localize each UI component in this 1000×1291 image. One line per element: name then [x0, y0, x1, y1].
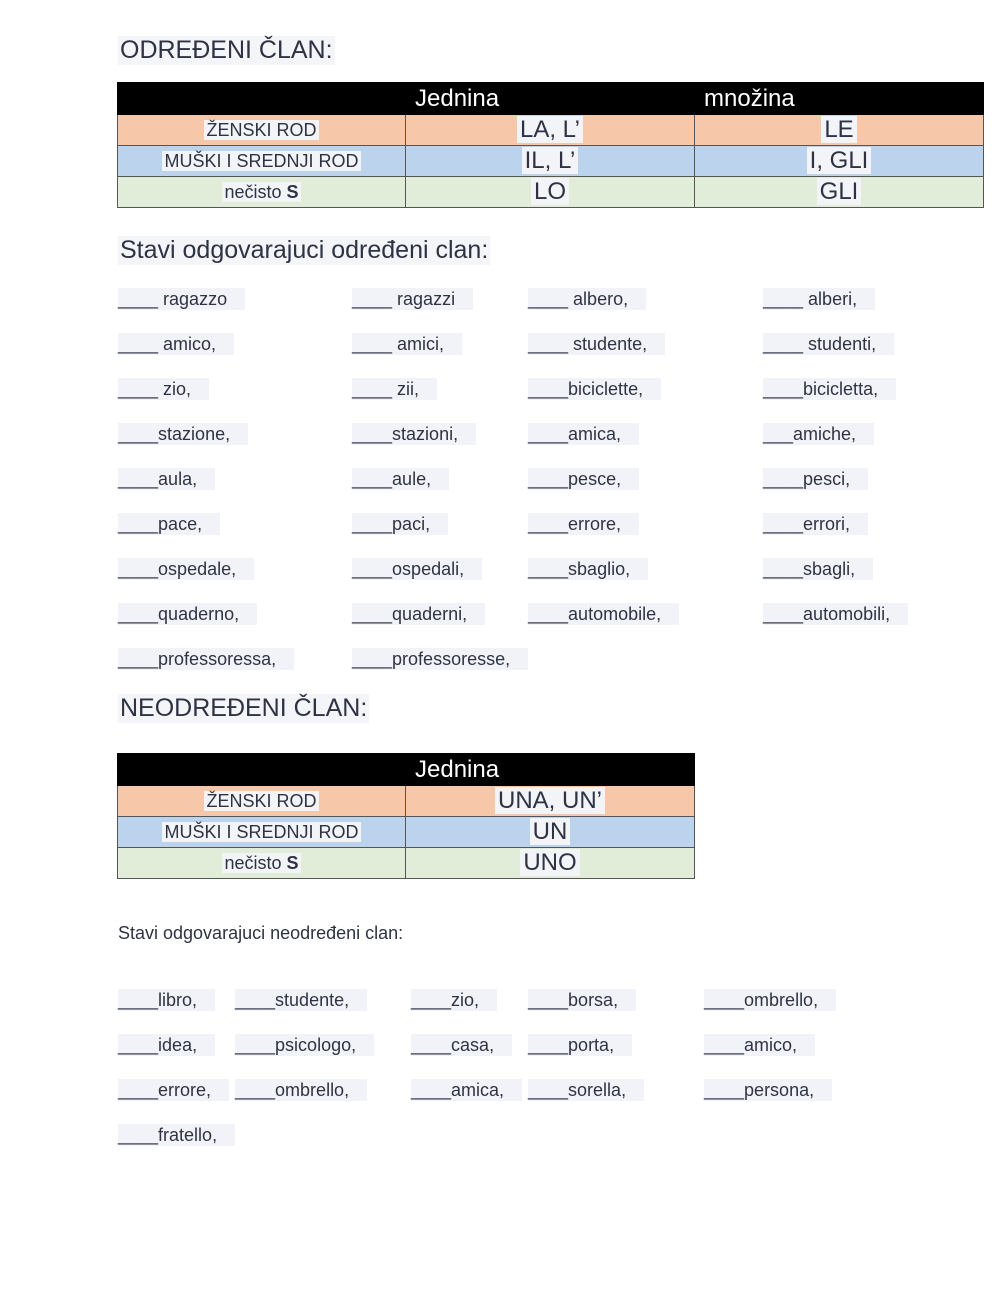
plural-value: GLI [817, 178, 862, 205]
plural-cell [695, 146, 984, 177]
exercise-item: ____amico, [704, 1034, 815, 1056]
header-blank-cell [118, 754, 406, 786]
header-plural: množina [695, 83, 984, 115]
singular-cell [406, 817, 695, 848]
exercise-item: ____stazione, [118, 423, 248, 445]
exercise-item: ____ospedale, [118, 558, 254, 580]
exercise-item: ____ amico, [118, 333, 234, 355]
exercise-item: ____ospedali, [352, 558, 482, 580]
definite-instruction: Stavi odgovarajuci određeni clan: [120, 236, 489, 264]
singular-value: IL, L’ [522, 147, 579, 174]
table-header-row [118, 754, 695, 786]
exercise-item: ____professoressa, [118, 648, 294, 670]
exercise-item: ____errore, [118, 1079, 229, 1101]
exercise-item: ____professoresse, [352, 648, 528, 670]
exercise-row [0, 1034, 1000, 1058]
header-singular: Jednina [406, 83, 695, 115]
exercise-item: ____ studenti, [763, 333, 894, 355]
singular-value: LA, L’ [517, 116, 583, 143]
exercise-row [0, 423, 1000, 447]
row-label: MUŠKI I SREDNJI ROD [164, 821, 359, 842]
definite-heading: ODREĐENI ČLAN: [120, 36, 333, 64]
exercise-item: ____stazioni, [352, 423, 476, 445]
row-label: MUŠKI I SREDNJI ROD [164, 150, 359, 171]
singular-cell [406, 177, 695, 208]
exercise-item: ____quaderni, [352, 603, 485, 625]
exercise-item: ____psicologo, [235, 1034, 374, 1056]
exercise-item: ____ombrello, [704, 989, 836, 1011]
exercise-item: ____ albero, [528, 288, 646, 310]
exercise-row [0, 989, 1000, 1013]
exercise-item: ____amica, [528, 423, 639, 445]
exercise-item: ____errore, [528, 513, 639, 535]
plural-value: LE [821, 116, 856, 143]
exercise-item: ____ studente, [528, 333, 665, 355]
row-label-prefix: nečisto [224, 852, 287, 873]
exercise-item: ____aula, [118, 468, 215, 490]
singular-cell [406, 786, 695, 817]
exercise-item: ____pesci, [763, 468, 868, 490]
exercise-item: ____zio, [411, 989, 497, 1011]
exercise-item: ____automobili, [763, 603, 908, 625]
table-row-feminine [118, 115, 984, 146]
exercise-item: ____borsa, [528, 989, 636, 1011]
row-label-bold: S [286, 852, 299, 873]
exercise-item: ____pesce, [528, 468, 639, 490]
exercise-item: ____ alberi, [763, 288, 875, 310]
singular-cell [406, 146, 695, 177]
exercise-row [0, 513, 1000, 537]
exercise-item: ____sbagli, [763, 558, 873, 580]
table-row-masculine [118, 146, 984, 177]
singular-value: UNA, UN’ [495, 787, 605, 814]
exercise-item: ____ ragazzi [352, 288, 473, 310]
exercise-item: ____quaderno, [118, 603, 257, 625]
exercise-item: ____errori, [763, 513, 868, 535]
exercise-item: ____paci, [352, 513, 448, 535]
exercise-row [0, 603, 1000, 627]
row-label [222, 853, 300, 873]
singular-value: LO [531, 178, 569, 205]
exercise-item: ____idea, [118, 1034, 215, 1056]
row-label-cell [118, 146, 406, 177]
table-row-feminine [118, 786, 695, 817]
exercise-item: ____bicicletta, [763, 378, 896, 400]
exercise-item: ____ zii, [352, 378, 437, 400]
exercise-row [0, 648, 1000, 672]
exercise-item: ____ombrello, [235, 1079, 367, 1101]
exercise-item: ____ ragazzo [118, 288, 245, 310]
singular-cell [406, 848, 695, 879]
exercise-item: ____amica, [411, 1079, 522, 1101]
exercise-item: ____studente, [235, 989, 367, 1011]
exercise-item: ____automobile, [528, 603, 679, 625]
header-singular: Jednina [406, 754, 695, 786]
exercise-row [0, 558, 1000, 582]
exercise-item: ____pace, [118, 513, 220, 535]
exercise-item: ____sorella, [528, 1079, 644, 1101]
table-row-masculine [118, 817, 695, 848]
exercise-item: ____aule, [352, 468, 449, 490]
definite-article-table [117, 82, 984, 208]
indefinite-article-table [117, 753, 695, 879]
table-header-row [118, 83, 984, 115]
row-label-cell [118, 848, 406, 879]
exercise-row [0, 1124, 1000, 1148]
table-row-impure-s [118, 848, 695, 879]
exercise-row [0, 333, 1000, 357]
exercise-item: ____ zio, [118, 378, 209, 400]
row-label-prefix: nečisto [224, 181, 287, 202]
exercise-row [0, 1079, 1000, 1103]
exercise-item: ____persona, [704, 1079, 832, 1101]
row-label-cell [118, 786, 406, 817]
indefinite-instruction: Stavi odgovarajuci neodređeni clan: [118, 923, 404, 943]
table-row-impure-s [118, 177, 984, 208]
row-label-bold: S [286, 181, 299, 202]
exercise-item: ____sbaglio, [528, 558, 648, 580]
plural-cell [695, 115, 984, 146]
singular-cell [406, 115, 695, 146]
row-label [222, 182, 300, 202]
exercise-item: ____biciclette, [528, 378, 661, 400]
exercise-item: ____ amici, [352, 333, 462, 355]
plural-value: I, GLI [807, 147, 872, 174]
plural-cell [695, 177, 984, 208]
exercise-row [0, 468, 1000, 492]
singular-value: UN [530, 818, 571, 845]
exercise-row [0, 288, 1000, 312]
exercise-item: ___amiche, [763, 423, 874, 445]
row-label-cell [118, 177, 406, 208]
exercise-row [0, 378, 1000, 402]
exercise-item: ____fratello, [118, 1124, 235, 1146]
singular-value: UNO [520, 849, 579, 876]
header-blank-cell [118, 83, 406, 115]
row-label: ŽENSKI ROD [206, 119, 317, 140]
row-label: ŽENSKI ROD [206, 790, 317, 811]
row-label-cell [118, 115, 406, 146]
indefinite-heading: NEODREĐENI ČLAN: [120, 694, 368, 722]
exercise-item: ____porta, [528, 1034, 632, 1056]
row-label-cell [118, 817, 406, 848]
exercise-item: ____casa, [411, 1034, 512, 1056]
exercise-item: ____libro, [118, 989, 215, 1011]
